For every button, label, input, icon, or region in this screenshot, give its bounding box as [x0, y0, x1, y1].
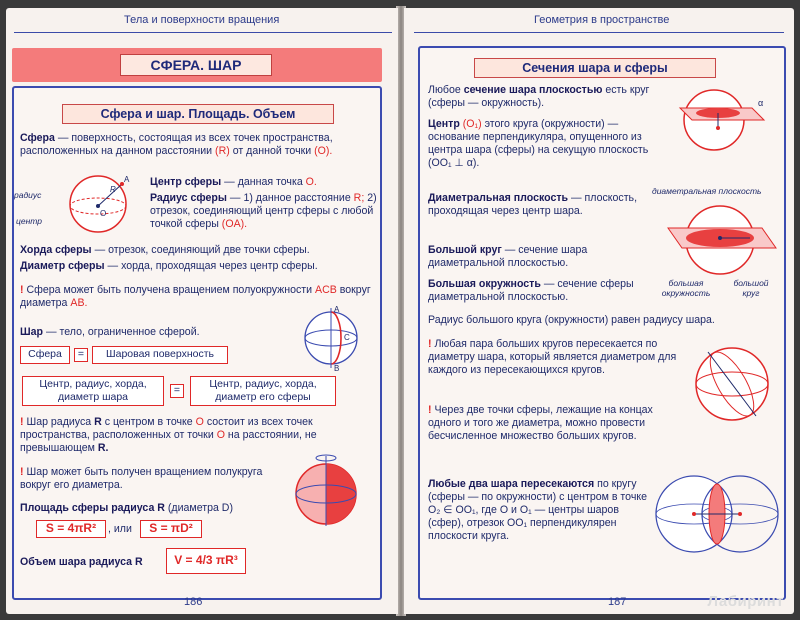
chapter-title: СФЕРА. ШАР	[120, 54, 272, 76]
right-page	[404, 8, 794, 614]
fig2-point-a: A	[334, 305, 340, 314]
box-ball-elements: Центр, радиус, хорда, диаметр шара	[22, 376, 164, 406]
left-page-number: 186	[184, 596, 203, 608]
exclamation-icon: !	[428, 338, 432, 350]
exclamation-icon: !	[428, 404, 432, 416]
great-circle-text: Большой круг — сечение шара диаметральной плоскостью.	[428, 244, 588, 269]
fig2-point-c: C	[344, 333, 350, 342]
diametral-plane-text: Диаметральная плоскость — плоскость, проходящая через центр шара.	[428, 192, 638, 217]
fig1-point-o: O	[100, 209, 107, 218]
volume-title: Объем шара радиуса R	[20, 556, 143, 568]
fig1-point-a: A	[124, 175, 130, 184]
area-title: Площадь сферы радиуса R (диаметра D)	[20, 502, 233, 514]
intersecting-circles-figure	[688, 342, 778, 426]
left-page	[6, 8, 398, 614]
radius-equality-text: Радиус большого круга (окружности) равен радиусу шара.	[428, 314, 715, 326]
ball-points-note: ! Шар радиуса R с центром в точке O состоит из всех точек пространства, расположенных от точки O на расстоянии, не превышающем R.	[20, 416, 317, 454]
two-balls-text: Любые два шара пересекаются по кругу (сферы — по окружности) с центром в точке O₂ ∈ OO₁, где O и O₁ — центры шаров (сфер), отрезок OO₁ перпендикулярен плоскости круга.	[428, 478, 647, 542]
section-circle-text: Любое сечение шара плоскостью есть круг (сферы — окружность).	[428, 84, 650, 109]
ball-rotation-note: ! Шар может быть получен вращением полукруга вокруг его диаметра.	[20, 466, 263, 491]
left-section-title: Сфера и шар. Площадь. Объем	[62, 104, 334, 124]
diameter-endpoints-note: ! Через две точки сферы, лежащие на концах одного и того же диаметра, можно провести бесчисленное множество больших кругов.	[428, 404, 653, 442]
right-section-title: Сечения шара и сферы	[474, 58, 716, 78]
exclamation-icon: !	[20, 284, 24, 296]
radius-definition: Радиус сферы — 1) данное расстояние R; 2) отрезок, соединяющий центр сферы с любой точкой сферы (OA).	[150, 192, 377, 230]
equals-sign-2: =	[170, 384, 184, 398]
chord-definition: Хорда сферы — отрезок, соединяющий две точки сферы.	[20, 244, 310, 256]
fig1-label-center: центр	[16, 216, 42, 226]
sphere-figure-2	[296, 304, 366, 372]
equals-sign-1: =	[74, 348, 88, 362]
alpha-label: α	[758, 98, 764, 108]
great-circumference-text: Большая окружность — сечение сферы диаметральной плоскостью.	[428, 278, 634, 303]
box-sphere: Сфера	[20, 346, 70, 364]
watermark-logo: Лабиринт	[707, 593, 784, 610]
center-definition: Центр сферы — данная точка O.	[150, 176, 317, 188]
great-circle-figure	[654, 198, 784, 278]
ball-definition: Шар — тело, ограниченное сферой.	[20, 326, 200, 338]
ball-figure	[290, 452, 362, 528]
right-page-number: 187	[608, 596, 627, 608]
exclamation-icon: !	[20, 466, 24, 478]
fig1-point-r: R	[110, 185, 116, 194]
left-header-rule	[14, 32, 392, 33]
section-figure-1	[672, 80, 772, 154]
sphere-figure-1	[40, 172, 140, 234]
box-sphere-elements: Центр, радиус, хорда, диаметр его сферы	[190, 376, 336, 406]
fig1-label-radius: радиус	[14, 190, 42, 200]
area-or: , или	[108, 523, 132, 535]
rotation-note: ! Сфера может быть получена вращением полуокружности ACB вокруг диаметра AB.	[20, 284, 371, 309]
left-running-head: Тела и поверхности вращения	[124, 14, 280, 26]
volume-formula: V = 4/3 πR³	[166, 548, 246, 574]
two-balls-figure	[652, 468, 782, 560]
area-formula-diameter: S = πD²	[140, 520, 202, 538]
label-diametral-plane: диаметральная плоскость	[652, 186, 762, 196]
right-running-head: Геометрия в пространстве	[534, 14, 670, 26]
sphere-term: Сфера	[20, 132, 55, 144]
diameter-definition: Диаметр сферы — хорда, проходящая через центр сферы.	[20, 260, 318, 272]
section-center-text: Центр (O₁) этого круга (окружности) — основание перпендикуляра, опущенного из центра шара (сферы) на секущую плоскость (OO₁ ⊥ α).	[428, 118, 649, 169]
exclamation-icon: !	[20, 416, 24, 428]
sphere-definition: Сфера — поверхность, состоящая из всех точек пространства, расположенных на данном расстоянии (R) от данной точки (O).	[20, 132, 333, 157]
right-header-rule	[414, 32, 784, 33]
box-ball-surface: Шаровая поверхность	[92, 346, 228, 364]
label-great-circle: большой круг	[733, 278, 769, 298]
great-circles-pair-note: ! Любая пара больших кругов пересекается по диаметру шара, который является диаметром для каждого из пересекающихся кругов.	[428, 338, 677, 376]
label-great-circumference: большая окружность	[661, 278, 711, 298]
area-formula-radius: S = 4πR²	[36, 520, 106, 538]
fig2-point-b: B	[334, 364, 340, 372]
